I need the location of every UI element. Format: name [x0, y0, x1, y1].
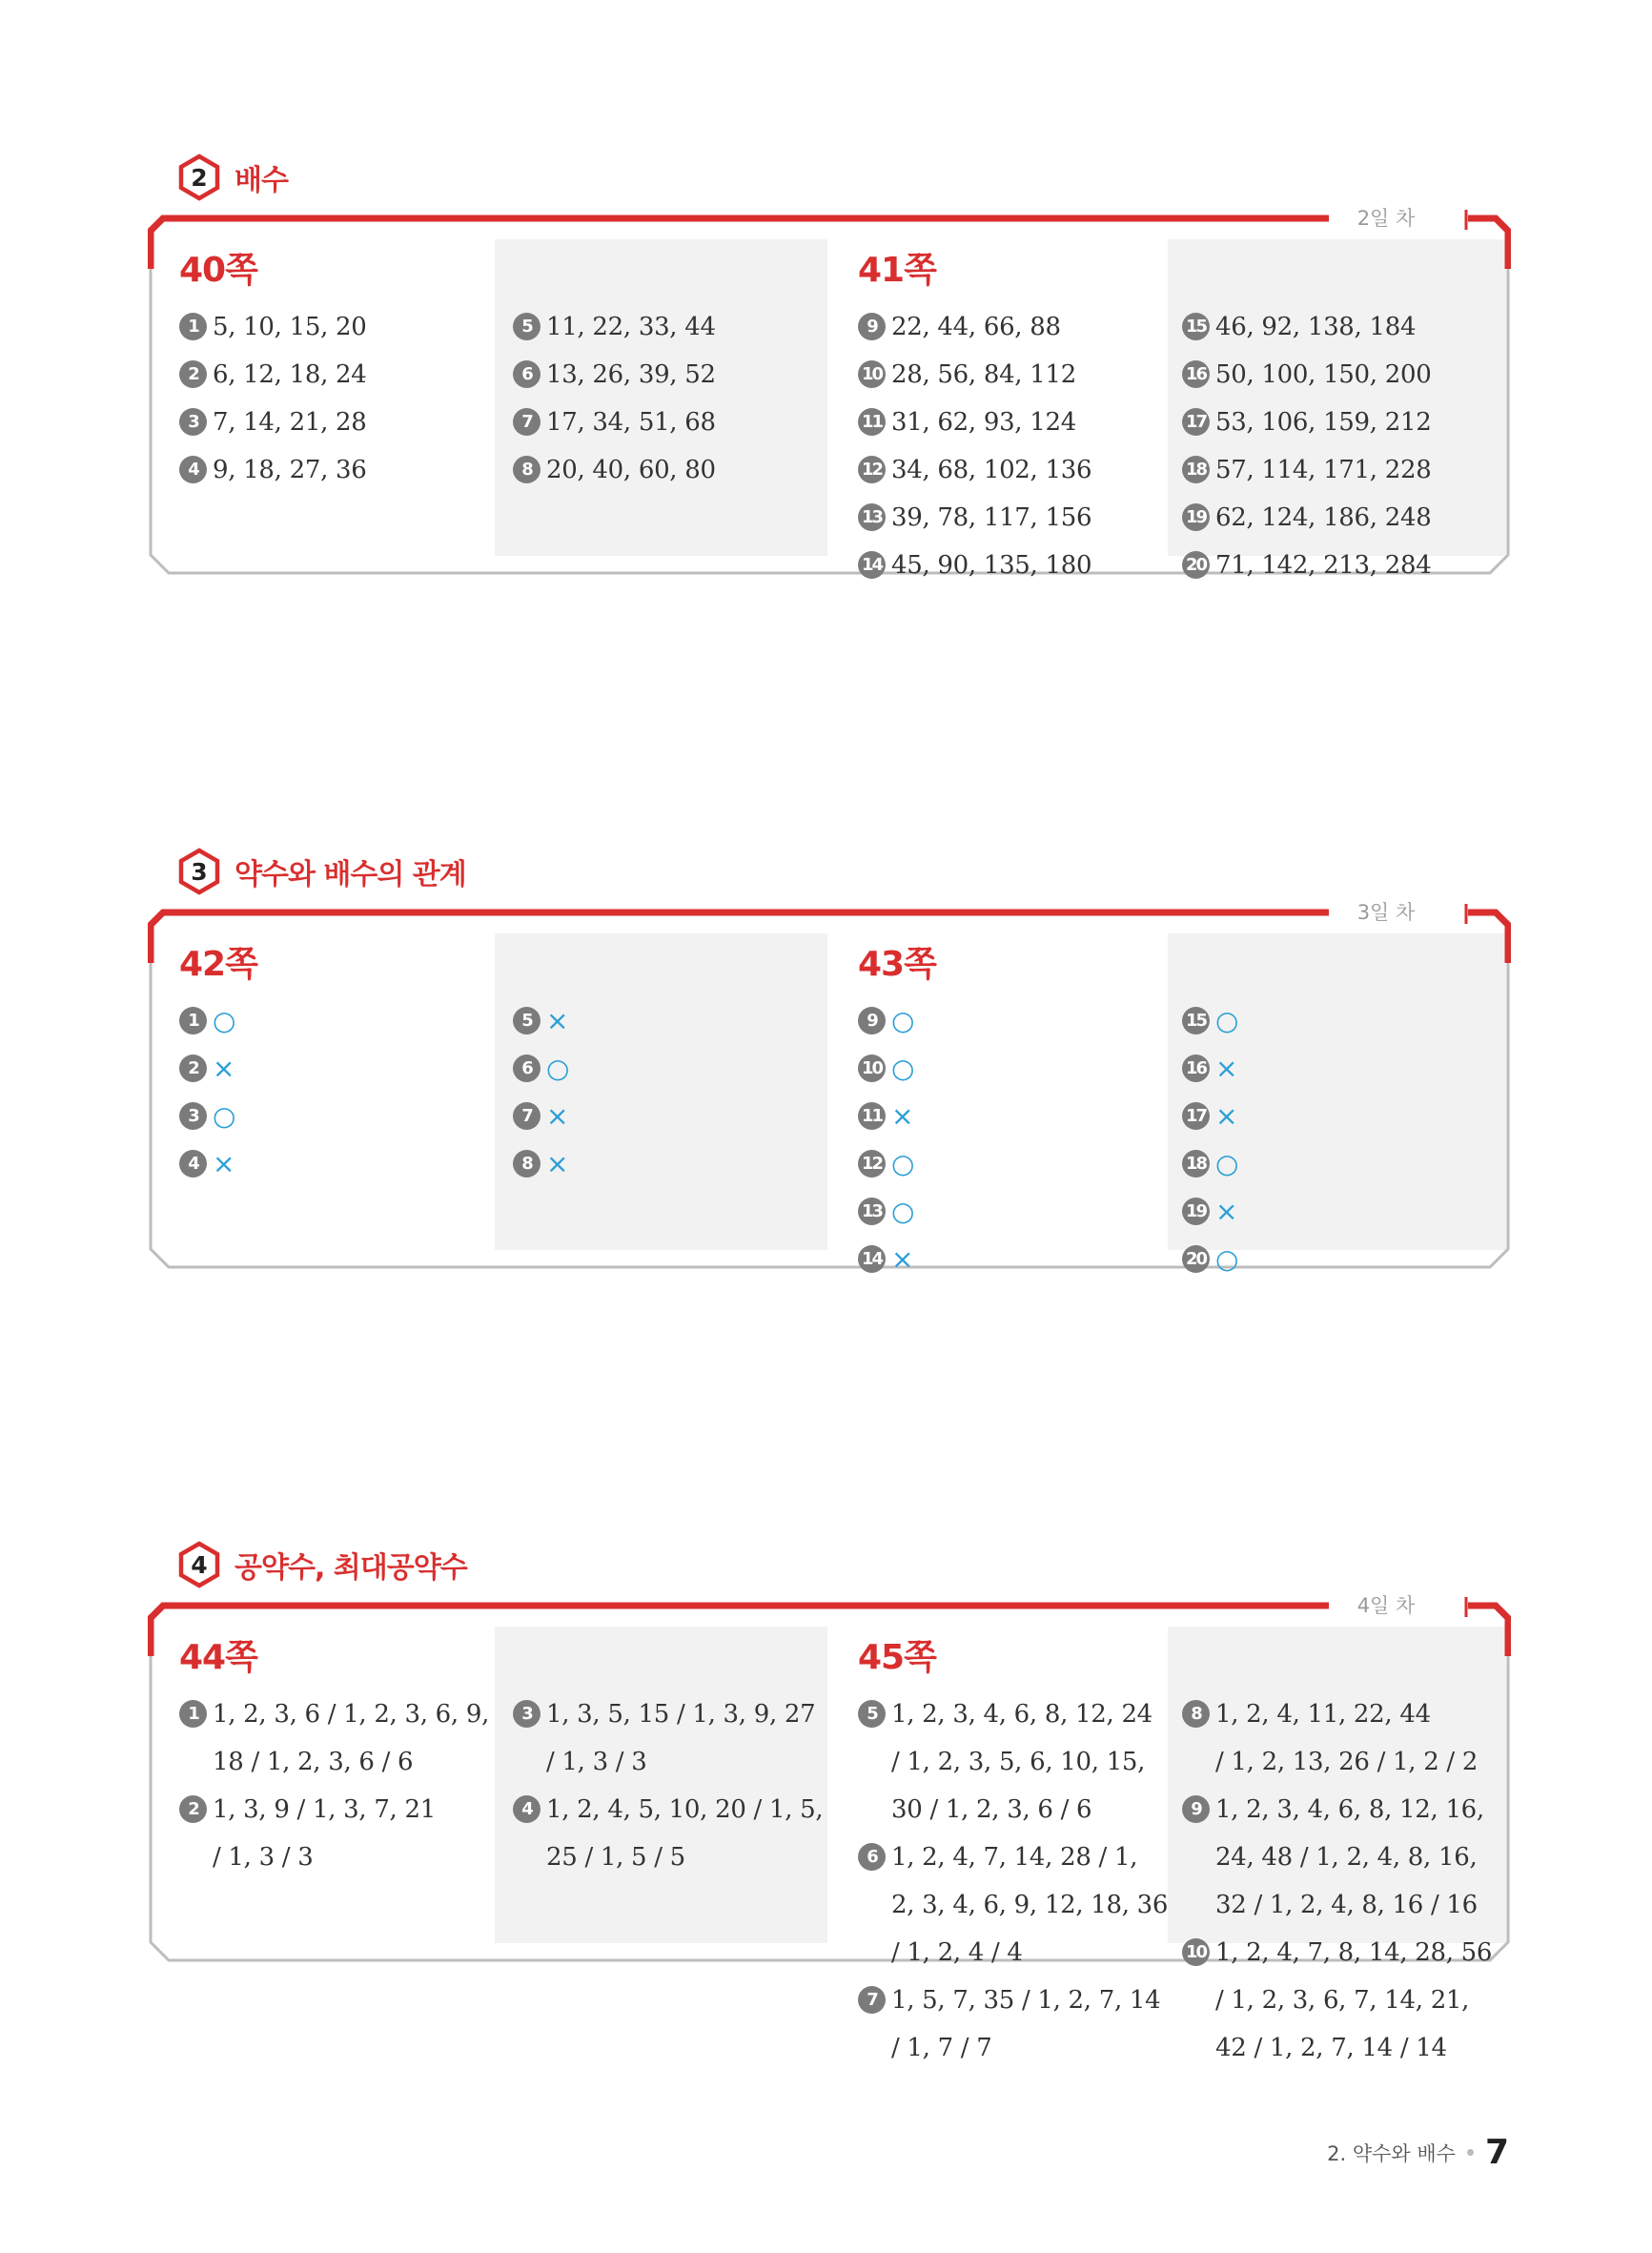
answer-item	[179, 303, 366, 351]
answer-text: 17, 34, 51, 68	[546, 408, 716, 437]
circle-mark-icon: ○	[546, 1053, 570, 1084]
section-label: 배수	[235, 164, 288, 197]
answer-column	[179, 944, 257, 1188]
answer-item	[858, 303, 1091, 351]
number-badge: 20	[1182, 551, 1210, 579]
answer-panel	[148, 207, 1511, 580]
number-badge: 7	[513, 1102, 540, 1130]
answer-text: 34, 68, 102, 136	[891, 456, 1092, 484]
answer-item	[513, 1690, 823, 1786]
answer-item	[513, 1140, 569, 1188]
page-label	[1182, 944, 1238, 986]
answer-item	[1182, 446, 1431, 494]
answer-item	[1182, 1929, 1492, 2072]
answer-text: 1, 2, 4, 11, 22, 44 / 1, 2, 13, 26 / 1, 2 / 2	[1215, 1700, 1479, 1776]
answer-item	[858, 1188, 936, 1236]
number-badge: 11	[858, 408, 886, 436]
number-badge: 3	[179, 1102, 207, 1130]
answer-column	[513, 1637, 823, 1881]
answer-text: 1, 2, 3, 4, 6, 8, 12, 16, 24, 48 / 1, 2, 4, 8, 16, 32 / 1, 2, 4, 8, 16 / 16	[1215, 1795, 1484, 1919]
number-badge: 19	[1182, 1198, 1210, 1225]
circle-mark-icon: ○	[1215, 1005, 1239, 1036]
answer-column	[1182, 944, 1238, 1283]
number-badge: 5	[513, 313, 540, 340]
number-badge: 14	[858, 1245, 886, 1273]
answer-text: 46, 92, 138, 184	[1215, 313, 1417, 341]
number-badge: 13	[858, 503, 886, 531]
cross-mark-icon: ×	[891, 1100, 914, 1132]
section-label: 약수와 배수의 관계	[235, 858, 466, 891]
page-label: 42쪽	[179, 945, 257, 984]
answer-item	[858, 1976, 1168, 2072]
section-number: 3	[191, 857, 208, 886]
number-badge: 4	[513, 1795, 540, 1823]
answer-item	[858, 1236, 936, 1283]
answer-item	[513, 1045, 569, 1093]
number-badge: 3	[513, 1700, 540, 1728]
answer-text: 1, 2, 3, 6 / 1, 2, 3, 6, 9, 18 / 1, 2, 3, 6 / 6	[213, 1700, 490, 1776]
answer-item	[513, 399, 716, 446]
number-badge: 15	[1182, 313, 1210, 340]
answer-item	[1182, 1093, 1238, 1140]
answer-item	[858, 1140, 936, 1188]
answer-item	[179, 1093, 257, 1140]
cross-mark-icon: ×	[213, 1148, 235, 1179]
answer-text: 71, 142, 213, 284	[1215, 551, 1432, 580]
answer-item	[858, 399, 1091, 446]
answer-text: 31, 62, 93, 124	[891, 408, 1076, 437]
answer-panel	[148, 901, 1511, 1275]
number-badge: 8	[513, 1150, 540, 1178]
answer-text: 1, 2, 4, 5, 10, 20 / 1, 5, 25 / 1, 5 / 5	[546, 1795, 824, 1872]
answer-item	[858, 351, 1091, 399]
answer-item	[858, 542, 1091, 589]
number-badge: 10	[858, 360, 886, 388]
chapter-label: 2. 약수와 배수	[1327, 2141, 1456, 2165]
answer-item	[858, 446, 1091, 494]
answer-column	[513, 944, 569, 1188]
page-label: 40쪽	[179, 251, 257, 290]
number-badge: 2	[179, 1795, 207, 1823]
answer-item	[1182, 1236, 1238, 1283]
answer-column	[179, 250, 366, 494]
footer-dot	[1467, 2149, 1474, 2156]
cross-mark-icon: ×	[213, 1053, 235, 1084]
number-badge: 13	[858, 1198, 886, 1225]
answer-text: 1, 3, 5, 15 / 1, 3, 9, 27 / 1, 3 / 3	[546, 1700, 816, 1776]
number-badge: 5	[513, 1007, 540, 1034]
number-badge: 6	[513, 1055, 540, 1082]
answer-item	[858, 1833, 1168, 1976]
answer-text: 13, 26, 39, 52	[546, 360, 716, 389]
number-badge: 7	[858, 1986, 886, 2014]
number-badge: 1	[179, 313, 207, 340]
answer-item	[1182, 997, 1238, 1045]
number-badge: 8	[513, 456, 540, 483]
answer-column	[1182, 250, 1431, 589]
answer-item	[513, 1786, 823, 1881]
answer-item	[858, 1690, 1168, 1833]
number-badge: 4	[179, 1150, 207, 1178]
section-number: 4	[191, 1550, 208, 1579]
answer-column	[1182, 1637, 1492, 2072]
circle-mark-icon: ○	[891, 1196, 915, 1227]
number-badge: 16	[1182, 360, 1210, 388]
cross-mark-icon: ×	[546, 1005, 569, 1036]
answer-text: 57, 114, 171, 228	[1215, 456, 1432, 484]
number-badge: 17	[1182, 408, 1210, 436]
number-badge: 16	[1182, 1055, 1210, 1082]
answer-text: 11, 22, 33, 44	[546, 313, 716, 341]
number-badge: 15	[1182, 1007, 1210, 1034]
answer-item	[179, 399, 366, 446]
number-badge: 8	[1182, 1700, 1210, 1728]
circle-mark-icon: ○	[213, 1100, 236, 1132]
page-label	[513, 1637, 823, 1679]
circle-mark-icon: ○	[891, 1148, 915, 1179]
number-badge: 18	[1182, 1150, 1210, 1178]
answer-item	[858, 997, 936, 1045]
page-label	[513, 944, 569, 986]
page-label	[1182, 1637, 1492, 1679]
number-badge: 10	[1182, 1938, 1210, 1966]
hexagon-icon	[177, 848, 221, 895]
answer-text: 22, 44, 66, 88	[891, 313, 1061, 341]
number-badge: 3	[179, 408, 207, 436]
answer-column	[858, 944, 936, 1283]
answer-text: 20, 40, 60, 80	[546, 456, 716, 484]
answer-item	[1182, 351, 1431, 399]
number-badge: 11	[858, 1102, 886, 1130]
cross-mark-icon: ×	[546, 1148, 569, 1179]
number-badge: 17	[1182, 1102, 1210, 1130]
page-label: 43쪽	[858, 945, 936, 984]
number-badge: 18	[1182, 456, 1210, 483]
circle-mark-icon: ○	[1215, 1148, 1239, 1179]
answer-text: 1, 2, 4, 7, 14, 28 / 1, 2, 3, 4, 6, 9, 12, 18, 36 / 1, 2, 4 / 4	[891, 1843, 1169, 1967]
answer-item	[179, 1140, 257, 1188]
page-label	[513, 250, 716, 292]
hexagon-icon	[177, 154, 221, 201]
answer-text: 1, 2, 3, 4, 6, 8, 12, 24 / 1, 2, 3, 5, 6, 10, 15, 30 / 1, 2, 3, 6 / 6	[891, 1700, 1152, 1824]
page-label: 44쪽	[179, 1638, 257, 1677]
cross-mark-icon: ×	[546, 1100, 569, 1132]
answer-item	[858, 494, 1091, 542]
section-label: 공약수, 최대공약수	[235, 1551, 467, 1585]
cross-mark-icon: ×	[1215, 1100, 1238, 1132]
answer-text: 9, 18, 27, 36	[213, 456, 367, 484]
answer-item	[179, 1045, 257, 1093]
day-label: 3일 차	[1329, 892, 1443, 931]
section-number: 2	[191, 163, 208, 192]
day-label: 2일 차	[1329, 198, 1443, 236]
number-badge: 2	[179, 1055, 207, 1082]
number-badge: 9	[858, 313, 886, 340]
answer-item	[858, 1045, 936, 1093]
number-badge: 2	[179, 360, 207, 388]
answer-item	[1182, 542, 1431, 589]
answer-item	[513, 303, 716, 351]
answer-text: 28, 56, 84, 112	[891, 360, 1076, 389]
number-badge: 6	[858, 1843, 886, 1871]
answer-text: 6, 12, 18, 24	[213, 360, 367, 389]
page-footer	[1327, 2133, 1509, 2172]
answer-item	[179, 1786, 489, 1881]
answer-column	[179, 1637, 489, 1881]
answer-panel	[148, 1594, 1511, 2062]
circle-mark-icon: ○	[891, 1053, 915, 1084]
section-title	[177, 847, 466, 896]
page-number: 7	[1484, 2133, 1509, 2172]
answer-item	[513, 1093, 569, 1140]
number-badge: 4	[179, 456, 207, 483]
number-badge: 1	[179, 1700, 207, 1728]
cross-mark-icon: ×	[1215, 1196, 1238, 1227]
answer-item	[1182, 303, 1431, 351]
number-badge: 9	[858, 1007, 886, 1034]
answer-item	[179, 351, 366, 399]
answer-item	[513, 446, 716, 494]
number-badge: 7	[513, 408, 540, 436]
answer-item	[1182, 1140, 1238, 1188]
number-badge: 6	[513, 360, 540, 388]
answer-item	[1182, 1786, 1492, 1929]
number-badge: 14	[858, 551, 886, 579]
answer-item	[179, 446, 366, 494]
number-badge: 12	[858, 456, 886, 483]
answer-item	[1182, 1690, 1492, 1786]
section-title	[177, 1540, 467, 1589]
number-badge: 5	[858, 1700, 886, 1728]
answer-column	[858, 250, 1091, 589]
panel-frame	[148, 904, 1511, 1271]
answer-text: 45, 90, 135, 180	[891, 551, 1092, 580]
number-badge: 10	[858, 1055, 886, 1082]
answer-text: 39, 78, 117, 156	[891, 503, 1092, 532]
answer-text: 1, 5, 7, 35 / 1, 2, 7, 14 / 1, 7 / 7	[891, 1986, 1161, 2062]
section-title	[177, 153, 288, 202]
answer-item	[179, 997, 257, 1045]
number-badge: 20	[1182, 1245, 1210, 1273]
hexagon-icon	[177, 1541, 221, 1588]
circle-mark-icon: ○	[213, 1005, 236, 1036]
page-label: 41쪽	[858, 251, 936, 290]
answer-column	[858, 1637, 1168, 2072]
cross-mark-icon: ×	[891, 1243, 914, 1275]
answer-item	[179, 1690, 489, 1786]
number-badge: 1	[179, 1007, 207, 1034]
cross-mark-icon: ×	[1215, 1053, 1238, 1084]
answer-item	[1182, 494, 1431, 542]
answer-text: 1, 2, 4, 7, 8, 14, 28, 56 / 1, 2, 3, 6, 7, 14, 21, 42 / 1, 2, 7, 14 / 14	[1215, 1938, 1493, 2062]
number-badge: 19	[1182, 503, 1210, 531]
answer-text: 5, 10, 15, 20	[213, 313, 367, 341]
answer-item	[1182, 1188, 1238, 1236]
answer-item	[1182, 399, 1431, 446]
answer-text: 1, 3, 9 / 1, 3, 7, 21 / 1, 3 / 3	[213, 1795, 436, 1872]
answer-text: 50, 100, 150, 200	[1215, 360, 1432, 389]
number-badge: 9	[1182, 1795, 1210, 1823]
answer-item	[1182, 1045, 1238, 1093]
answer-item	[513, 997, 569, 1045]
answer-text: 7, 14, 21, 28	[213, 408, 367, 437]
circle-mark-icon: ○	[1215, 1243, 1239, 1275]
answer-text: 62, 124, 186, 248	[1215, 503, 1432, 532]
page-label	[1182, 250, 1431, 292]
day-label: 4일 차	[1329, 1586, 1443, 1624]
answer-text: 53, 106, 159, 212	[1215, 408, 1432, 437]
number-badge: 12	[858, 1150, 886, 1178]
circle-mark-icon: ○	[891, 1005, 915, 1036]
answer-item	[858, 1093, 936, 1140]
page-label: 45쪽	[858, 1638, 936, 1677]
answer-column	[513, 250, 716, 494]
answer-item	[513, 351, 716, 399]
